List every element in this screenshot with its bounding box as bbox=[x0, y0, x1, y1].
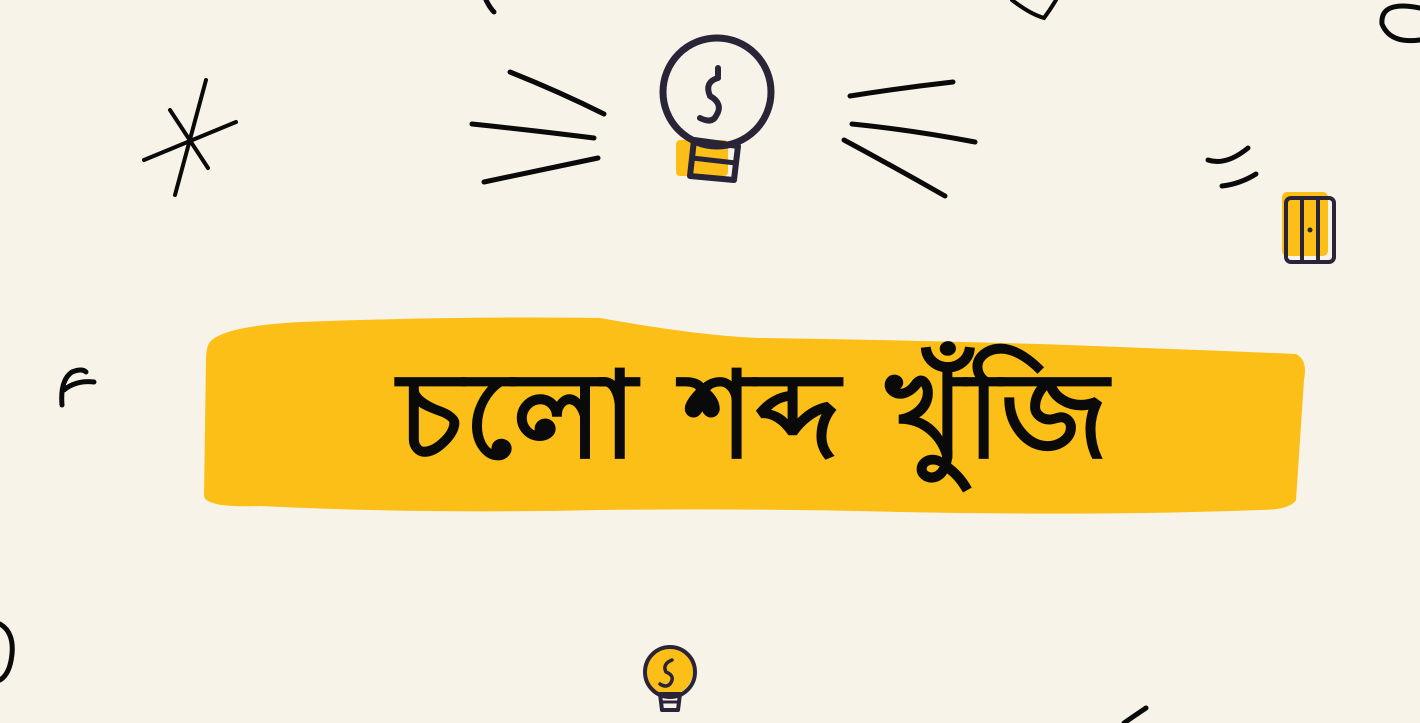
pencil-sharpener-icon bbox=[1282, 192, 1334, 262]
lightbulb-icon-small bbox=[645, 647, 695, 710]
star-doodle bbox=[144, 80, 236, 195]
swoosh-doodle-right bbox=[1208, 148, 1256, 186]
bulb-rays-left bbox=[472, 72, 604, 182]
bottom-right-partial-doodle bbox=[1124, 708, 1146, 723]
top-left-partial-doodle bbox=[486, 0, 494, 12]
top-center-partial-doodle bbox=[1012, 0, 1056, 18]
page-title: চলো শব্দ খুঁজি bbox=[397, 347, 1111, 486]
hook-doodle-left bbox=[62, 370, 94, 405]
bottom-left-partial-circle bbox=[0, 624, 12, 680]
lightbulb-icon bbox=[663, 38, 771, 180]
top-right-partial-circle bbox=[1382, 6, 1420, 41]
bulb-rays-right bbox=[844, 82, 975, 196]
